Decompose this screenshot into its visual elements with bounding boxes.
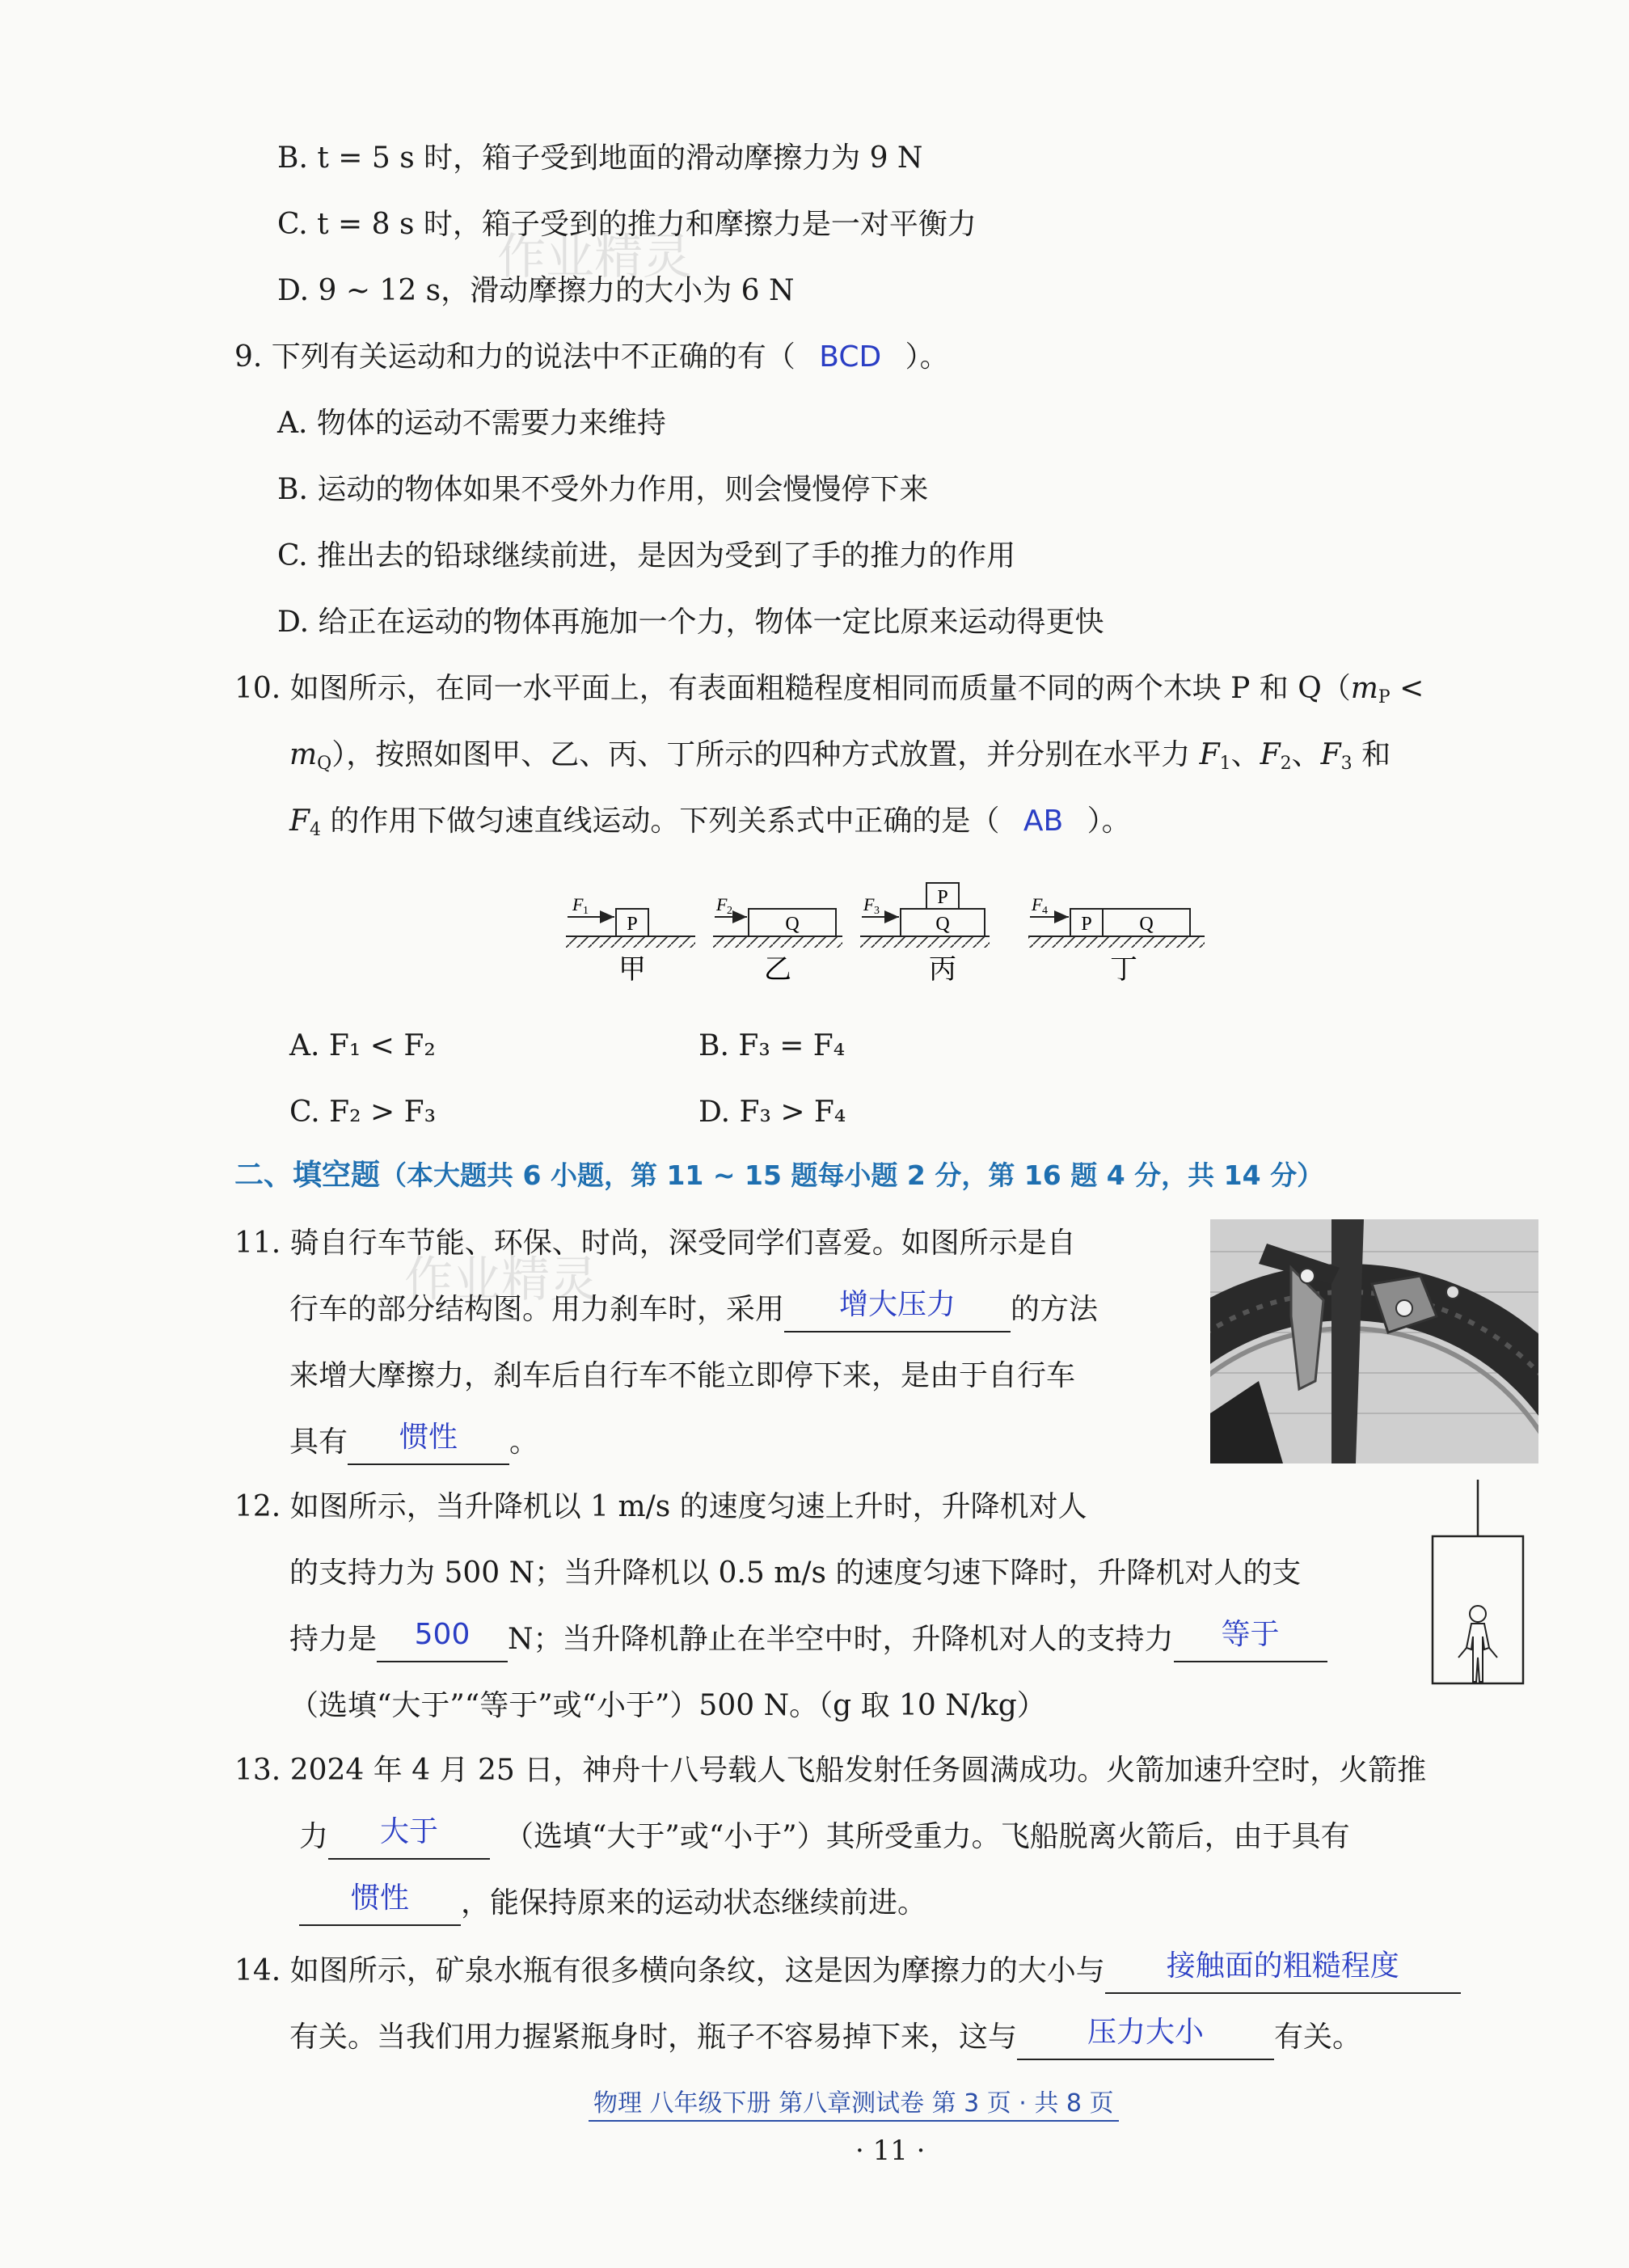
q10-blocks-figure: [558, 865, 1221, 995]
q8-option-d: D. 9 ~ 12 s，滑动摩擦力的大小为 6 N: [277, 274, 795, 307]
mass-q: m: [289, 738, 318, 771]
q9-option-d: D. 给正在运动的物体再施加一个力，物体一定比原来运动得更快: [277, 606, 1104, 639]
section-description: （本大题共 6 小题，第 11 ~ 15 题每小题 2 分，第 16 题 4 分，共 14 分）: [380, 1159, 1324, 1191]
q10-text: ），按照如图甲、乙、丙、丁所示的四种方式放置，并分别在水平力: [331, 738, 1200, 771]
q12-answer-2: 等于: [1221, 1618, 1280, 1651]
q11-line3: 来增大摩擦力，刹车后自行车不能立即停下来，是由于自行车: [289, 1359, 1076, 1392]
fig-ding: [1028, 894, 1205, 986]
q14-text: 有关。当我们用力握紧瓶身时，瓶子不容易掉下来，这与: [289, 2021, 1018, 2054]
fig-jia: [566, 894, 695, 986]
q9-stem: [234, 336, 949, 378]
q13-blank-2: [299, 1882, 461, 1926]
force-symbol: F: [1320, 738, 1341, 771]
q10-text-end: ）。: [1087, 805, 1131, 838]
q11-blank-2: [348, 1421, 509, 1465]
watermark: 作业精灵: [497, 229, 691, 285]
q12-blank-2: [1174, 1618, 1327, 1662]
q9-stem-end: ）。: [905, 340, 949, 374]
q9-option-a: A. 物体的运动不需要力来维持: [277, 407, 666, 440]
q14-answer-1: 接触面的粗糙程度: [1166, 1949, 1399, 1983]
q11-text: 行车的部分结构图。用力刹车时，采用: [289, 1293, 785, 1326]
force-label: F: [863, 894, 875, 914]
q8-option-b: B. t = 5 s 时，箱子受到地面的滑动摩擦力为 9 N: [277, 141, 923, 175]
q9-option-c: C. 推出去的铅球继续前进，是因为受到了手的推力的作用: [277, 539, 1016, 572]
force-label: F: [1032, 894, 1043, 914]
sub: 1: [1219, 754, 1231, 774]
q9-option-b: B. 运动的物体如果不受外力作用，则会慢慢停下来: [277, 473, 929, 506]
sub: 2: [1280, 754, 1292, 774]
q13-line3: [299, 1882, 926, 1926]
bicycle-photo-image: [1210, 1219, 1538, 1463]
q9-answer: BCD: [819, 340, 882, 374]
q13-text: 力: [299, 1820, 329, 1853]
watermark: 作业精灵: [404, 1252, 598, 1308]
less-than: <: [1390, 672, 1424, 705]
q14-line2: [289, 2017, 1361, 2060]
sub: 3: [1340, 754, 1353, 774]
bicycle-brake-photo: [1210, 1219, 1538, 1463]
q11-line2: [289, 1289, 1098, 1333]
q11-line4: [289, 1421, 538, 1465]
q14-blank-1: [1105, 1949, 1461, 1994]
sub: Q: [317, 754, 332, 774]
q10-option-b: B. F₃ = F₄: [698, 1029, 846, 1062]
q9-stem-text: 9. 下列有关运动和力的说法中不正确的有（: [234, 340, 796, 374]
section-heading: 二、填空题: [234, 1159, 381, 1192]
force-sub: 4: [1042, 905, 1048, 917]
footer-text: 物理 八年级下册 第八章测试卷 第 3 页 · 共 8 页: [593, 2089, 1114, 2118]
q10-text: 的作用下做匀速直线运动。下列关系式中正确的是（: [320, 805, 1000, 838]
block-p-label: P: [937, 887, 948, 908]
q14-line1: [234, 1950, 1461, 1994]
q8-option-c: C. t = 8 s 时，箱子受到的推力和摩擦力是一对平衡力: [277, 208, 977, 241]
q12-line3: [289, 1619, 1327, 1662]
q11-answer-2: 惯性: [399, 1421, 458, 1454]
q12-answer-1: 500: [414, 1618, 471, 1651]
q12-blank-1: [377, 1618, 508, 1662]
q12-line2: 的支持力为 500 N；当升降机以 0.5 m/s 的速度匀速下降时，升降机对人的支: [289, 1556, 1302, 1590]
person-icon: [1458, 1606, 1497, 1682]
q13-blank-1: [328, 1815, 490, 1860]
q13-text: （选填“大于”或“小于”）其所受重力。飞船脱离火箭后，由于具有: [504, 1820, 1350, 1853]
force-sub: 2: [727, 905, 732, 917]
q12-text: 持力是: [289, 1623, 378, 1656]
q13-answer-2: 惯性: [350, 1882, 409, 1915]
force-label: F: [572, 894, 584, 914]
sep: 、: [1291, 738, 1321, 771]
q10-option-d: D. F₃ > F₄: [698, 1096, 846, 1129]
block-q-label: Q: [1139, 914, 1154, 935]
q14-blank-2: [1017, 2016, 1274, 2060]
block-q-label: Q: [935, 914, 950, 935]
label-jia: 甲: [618, 953, 646, 986]
page-footer: [589, 2083, 1119, 2122]
section-title: [234, 1155, 1323, 1197]
and: 和: [1352, 738, 1391, 771]
q11-text: 具有: [289, 1425, 348, 1459]
q11-text: 。: [509, 1425, 539, 1459]
q11-line1: 11. 骑自行车节能、环保、时尚，深受同学们喜爱。如图所示是自: [234, 1227, 1076, 1260]
q10-text: 10. 如图所示，在同一水平面上，有表面粗糙程度相同而质量不同的两个木块 P 和 Q（: [234, 672, 1351, 705]
fig-yi: [713, 894, 842, 986]
elevator-figure: [1429, 1478, 1530, 1688]
sub: 4: [309, 820, 321, 840]
q11-answer-1: 增大压力: [839, 1288, 956, 1321]
q13-text: ，能保持原来的运动状态继续前进。: [461, 1886, 927, 1920]
label-yi: 乙: [764, 953, 791, 986]
q11-text: 的方法: [1011, 1293, 1099, 1326]
q14-text: 有关。: [1274, 2021, 1362, 2054]
force-label: F: [716, 894, 728, 914]
block-q-label: Q: [785, 914, 800, 935]
label-bing: 丙: [929, 953, 956, 986]
q12-text: N；当升降机静止在半空中时，升降机对人的支持力: [508, 1623, 1174, 1656]
mass-p: m: [1350, 672, 1378, 705]
q12-line1: 12. 如图所示，当升降机以 1 m/s 的速度匀速上升时，升降机对人: [234, 1490, 1087, 1523]
block-p-label: P: [1081, 914, 1092, 935]
q14-text: 14. 如图所示，矿泉水瓶有很多横向条纹，这是因为摩擦力的大小与: [234, 1954, 1105, 1987]
q11-blank-1: [784, 1288, 1011, 1333]
q12-line4: （选填“大于”“等于”或“小于”）500 N。（g 取 10 N/kg）: [289, 1689, 1046, 1722]
label-ding: 丁: [1110, 953, 1137, 986]
sub: P: [1378, 687, 1391, 707]
q10-option-c: C. F₂ > F₃: [289, 1096, 437, 1129]
q13-line1: 13. 2024 年 4 月 25 日，神舟十八号载人飞船发射任务圆满成功。火箭加速升空时，火箭推: [234, 1754, 1427, 1787]
sep: 、: [1230, 738, 1260, 771]
force-symbol: F: [1199, 738, 1220, 771]
q10-line3: [289, 800, 1131, 851]
force-sub: 3: [874, 905, 880, 917]
q10-option-a: A. F₁ < F₂: [289, 1029, 436, 1062]
fig-bing: [860, 883, 990, 986]
q13-line2: [299, 1816, 1350, 1860]
block-p-label: P: [627, 914, 638, 935]
force-symbol: F: [1260, 738, 1281, 771]
q10-answer: AB: [1023, 805, 1064, 838]
q10-line1: [234, 668, 1424, 719]
page-number: · 11 ·: [855, 2135, 926, 2167]
q10-line2: [289, 734, 1391, 785]
q13-answer-1: 大于: [380, 1815, 439, 1848]
force-symbol: F: [289, 805, 310, 838]
q14-answer-2: 压力大小: [1087, 2016, 1205, 2049]
force-sub: 1: [583, 905, 589, 917]
